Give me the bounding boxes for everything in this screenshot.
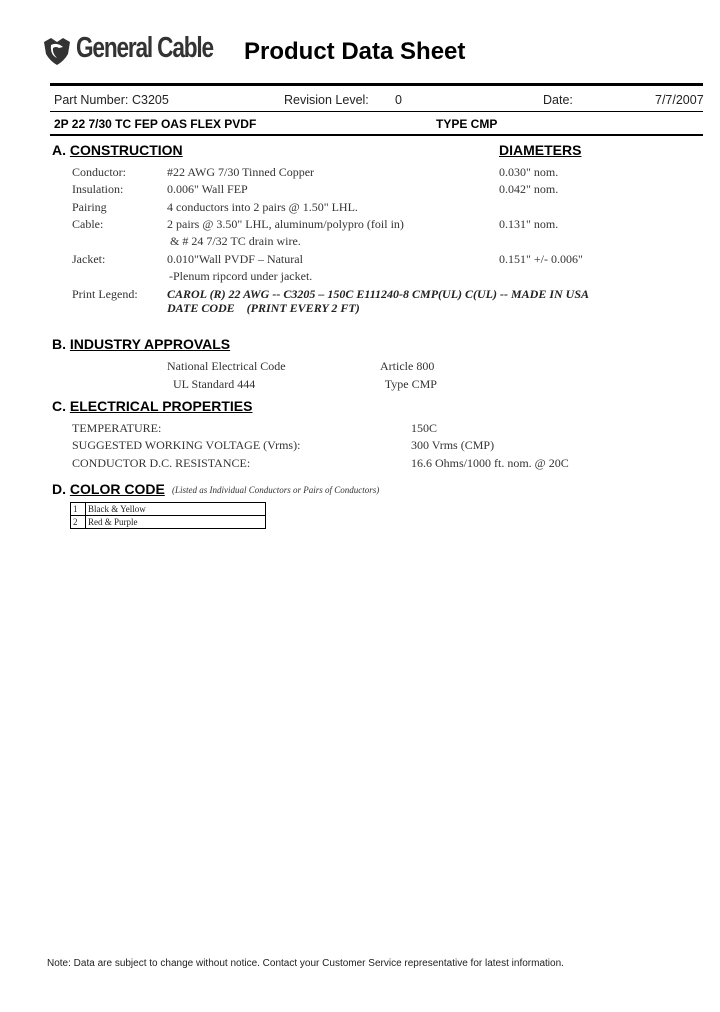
color-code-color: Red & Purple [86,516,266,529]
revision-label: Revision Level: [284,93,369,107]
voltage-value: 300 Vrms (CMP) [411,438,495,452]
color-code-color: Black & Yellow [86,503,266,516]
voltage-label: SUGGESTED WORKING VOLTAGE (Vrms): [72,438,301,452]
date-label: Date: [543,93,573,107]
header-rule [50,83,703,86]
approval-nec-value: Article 800 [380,359,435,373]
info-rule [50,111,703,112]
pairing-label: Pairing [72,200,107,214]
logo-text: General Cable [76,32,213,64]
approval-ul-value: Type CMP [382,377,437,391]
color-code-number: 2 [71,516,86,529]
color-code-number: 1 [71,503,86,516]
ripcord-value: -Plenum ripcord under jacket. [169,269,313,283]
resistance-label: CONDUCTOR D.C. RESISTANCE: [72,456,251,470]
color-code-table [70,502,266,529]
table-row [71,503,266,516]
section-electrical-heading: C. ELECTRICAL PROPERTIES [52,398,253,414]
conductor-diameter: 0.030" nom. [499,165,559,179]
conductor-value: #22 AWG 7/30 Tinned Copper [167,165,315,179]
revision-value: 0 [395,93,402,107]
section-approvals-heading: B. INDUSTRY APPROVALS [52,336,231,352]
section-color-code-heading: D. COLOR CODE [52,481,165,497]
shield-logo-icon [42,36,72,66]
jacket-value: 0.010"Wall PVDF – Natural [167,252,303,266]
approval-ul-name: UL Standard 444 [170,377,256,391]
resistance-value: 16.6 Ohms/1000 ft. nom. @ 20C [411,456,569,470]
temperature-label: TEMPERATURE: [72,421,162,435]
section-construction-heading: A. CONSTRUCTION [52,142,183,158]
table-row [71,516,266,529]
cable-diameter: 0.131" nom. [499,217,559,231]
insulation-diameter: 0.042" nom. [499,182,559,196]
temperature-value: 150C [411,421,438,435]
jacket-diameter: 0.151" +/- 0.006" [499,252,583,266]
date-value: 7/7/2007 [655,93,704,107]
diameters-heading: DIAMETERS [499,142,582,158]
part-number-label: Part Number: [54,93,129,107]
footer-note: Note: Data are subject to change without notice. Contact your Customer Service representative for latest information. [47,958,564,969]
conductor-label: Conductor: [72,165,126,179]
pairing-value: 4 conductors into 2 pairs @ 1.50" LHL. [167,200,358,214]
drain-wire-value: & # 24 7/32 TC drain wire. [170,234,301,248]
jacket-label: Jacket: [72,252,106,266]
product-type: TYPE CMP [436,117,498,131]
cable-label: Cable: [72,217,104,231]
product-description: 2P 22 7/30 TC FEP OAS FLEX PVDF [54,117,257,131]
print-legend-label: Print Legend: [72,287,138,301]
page-title: Product Data Sheet [244,38,466,65]
approval-nec-name: National Electrical Code [167,359,286,373]
insulation-value: 0.006" Wall FEP [167,182,248,196]
description-rule [50,134,703,136]
print-legend-line1: CAROL (R) 22 AWG -- C3205 – 150C E111240-8 CMP(UL) C(UL) -- MADE IN USA [167,287,590,301]
cable-value: 2 pairs @ 3.50" LHL, aluminum/polypro (foil in) [167,217,404,231]
part-number-value: C3205 [132,93,169,107]
print-legend-line2: DATE CODE (PRINT EVERY 2 FT) [167,301,360,315]
color-code-note: (Listed as Individual Conductors or Pairs of Conductors) [172,485,380,495]
insulation-label: Insulation: [72,182,124,196]
